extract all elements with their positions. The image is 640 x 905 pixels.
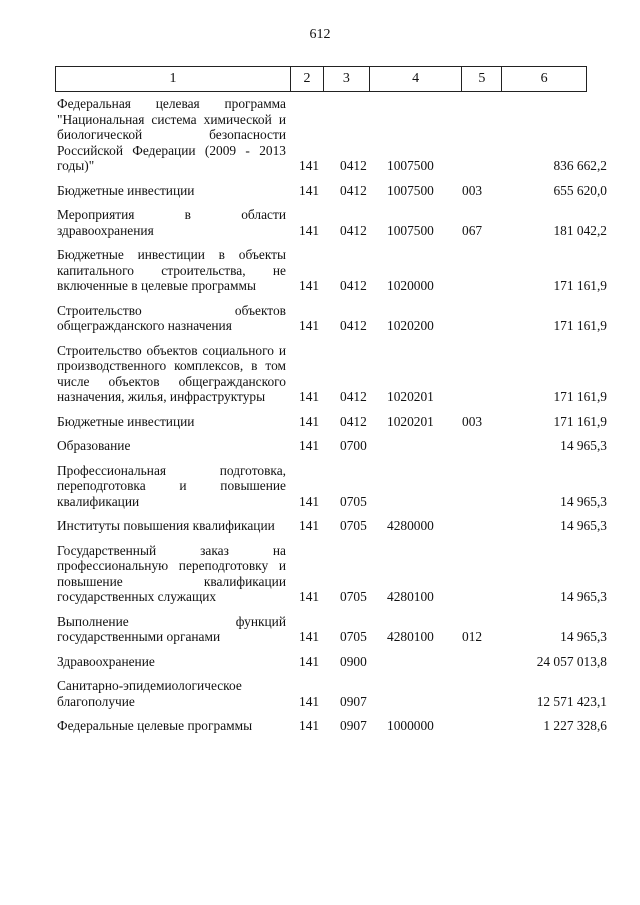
row-type: 003 [462, 413, 483, 429]
row-ministry: 141 [299, 182, 320, 198]
row-section: 0412 [340, 222, 367, 238]
row-section: 0705 [340, 629, 367, 644]
table-row [57, 303, 617, 334]
header-col-5: 5 [462, 67, 502, 91]
row-name: Образование [57, 438, 131, 453]
row-ministry: 141 [299, 653, 320, 669]
row-target: 4280100 [387, 589, 434, 604]
row-amount: 836 662,2 [553, 158, 607, 173]
row-type: 012 [462, 629, 483, 644]
header-col-2: 2 [291, 67, 324, 91]
row-amount: 171 161,9 [553, 413, 607, 429]
table-row [57, 678, 617, 709]
row-name: Федеральная целевая программа "Национальная система химической и биологической безопасности Российской Федерации (2009 - 2013 годы)" [57, 96, 286, 173]
row-ministry: 141 [299, 693, 320, 709]
row-name: Мероприятия в области здравоохранения [57, 207, 286, 238]
table-row [57, 518, 617, 534]
row-section: 0412 [340, 318, 367, 333]
row-ministry: 141 [299, 589, 320, 604]
row-ministry: 141 [299, 222, 320, 238]
row-name: Бюджетные инвестиции [57, 413, 195, 429]
table-row [57, 438, 617, 454]
row-amount: 171 161,9 [553, 389, 607, 404]
row-section: 0907 [340, 718, 367, 733]
row-ministry: 141 [299, 278, 320, 293]
header-col-3: 3 [324, 67, 370, 91]
row-name: Государственный заказ на профессиональную переподготовку и повышение квалификации государственных служащих [57, 542, 286, 604]
row-target: 1007500 [387, 158, 434, 173]
row-amount: 655 620,0 [553, 182, 607, 198]
row-section: 0900 [340, 653, 367, 669]
row-name: Выполнение функций государственными органами [57, 613, 286, 644]
row-ministry: 141 [299, 389, 320, 404]
row-ministry: 141 [299, 438, 320, 453]
row-section: 0412 [340, 182, 367, 198]
row-amount: 14 965,3 [560, 438, 607, 453]
row-target: 4280100 [387, 629, 434, 644]
row-section: 0705 [340, 493, 367, 509]
row-section: 0412 [340, 389, 367, 404]
row-amount: 181 042,2 [553, 222, 607, 238]
row-name: Здравоохранение [57, 653, 155, 669]
row-ministry: 141 [299, 629, 320, 644]
row-amount: 1 227 328,6 [543, 718, 607, 733]
table-row [57, 414, 617, 430]
row-ministry: 141 [299, 518, 320, 533]
row-ministry: 141 [299, 158, 320, 173]
table-row [57, 183, 617, 199]
row-target: 1020200 [387, 318, 434, 333]
table-body [57, 96, 617, 734]
table-row [57, 654, 617, 670]
table-row [57, 718, 617, 734]
row-section: 0412 [340, 413, 367, 429]
row-ministry: 141 [299, 493, 320, 509]
row-target: 1020201 [387, 413, 434, 429]
row-amount: 14 965,3 [560, 518, 607, 533]
row-section: 0700 [340, 438, 367, 453]
row-name: Строительство объектов социального и производственного комплексов, в том числе объектов общегражданского назначения, жилья, инфраструктуры [57, 342, 286, 404]
table-row [57, 247, 617, 294]
row-name: Бюджетные инвестиции [57, 182, 195, 198]
table-row [57, 543, 617, 605]
row-amount: 14 965,3 [560, 589, 607, 604]
table-row [57, 96, 617, 174]
table-header [55, 66, 587, 92]
row-amount: 24 057 013,8 [536, 653, 607, 669]
row-name: Строительство объектов общегражданского назначения [57, 302, 286, 333]
row-target: 4280000 [387, 518, 434, 533]
row-type: 067 [462, 222, 483, 238]
header-col-4: 4 [370, 67, 463, 91]
row-section: 0412 [340, 278, 367, 293]
row-ministry: 141 [299, 718, 320, 733]
header-col-1: 1 [56, 67, 291, 91]
page-number: 612 [309, 27, 331, 42]
row-section: 0705 [340, 589, 367, 604]
row-target: 1007500 [387, 182, 434, 198]
table-row [57, 343, 617, 405]
row-name: Федеральные целевые программы [57, 718, 253, 733]
row-amount: 14 965,3 [560, 629, 607, 644]
row-section: 0705 [340, 518, 367, 533]
table-row [57, 207, 617, 238]
table-row [57, 614, 617, 645]
row-target: 1020000 [387, 278, 434, 293]
row-ministry: 141 [299, 413, 320, 429]
row-target: 1007500 [387, 222, 434, 238]
row-name: Профессиональная подготовка, переподготовка и повышение квалификации [57, 462, 286, 509]
row-section: 0907 [340, 693, 367, 709]
row-type: 003 [462, 182, 483, 198]
row-amount: 171 161,9 [553, 318, 607, 333]
row-name: Бюджетные инвестиции в объекты капитального строительства, не включенные в целевые программы [57, 247, 286, 293]
row-target: 1000000 [387, 718, 434, 733]
row-name: Институты повышения квалификации [57, 518, 275, 533]
table-row [57, 463, 617, 510]
row-section: 0412 [340, 158, 367, 173]
row-target: 1020201 [387, 389, 434, 404]
header-col-6: 6 [540, 71, 548, 86]
row-amount: 14 965,3 [560, 493, 607, 509]
row-amount: 171 161,9 [553, 278, 607, 293]
row-amount: 12 571 423,1 [536, 693, 607, 709]
row-name: Санитарно-эпидемиологическое благополучие [57, 678, 242, 709]
row-ministry: 141 [299, 318, 320, 333]
